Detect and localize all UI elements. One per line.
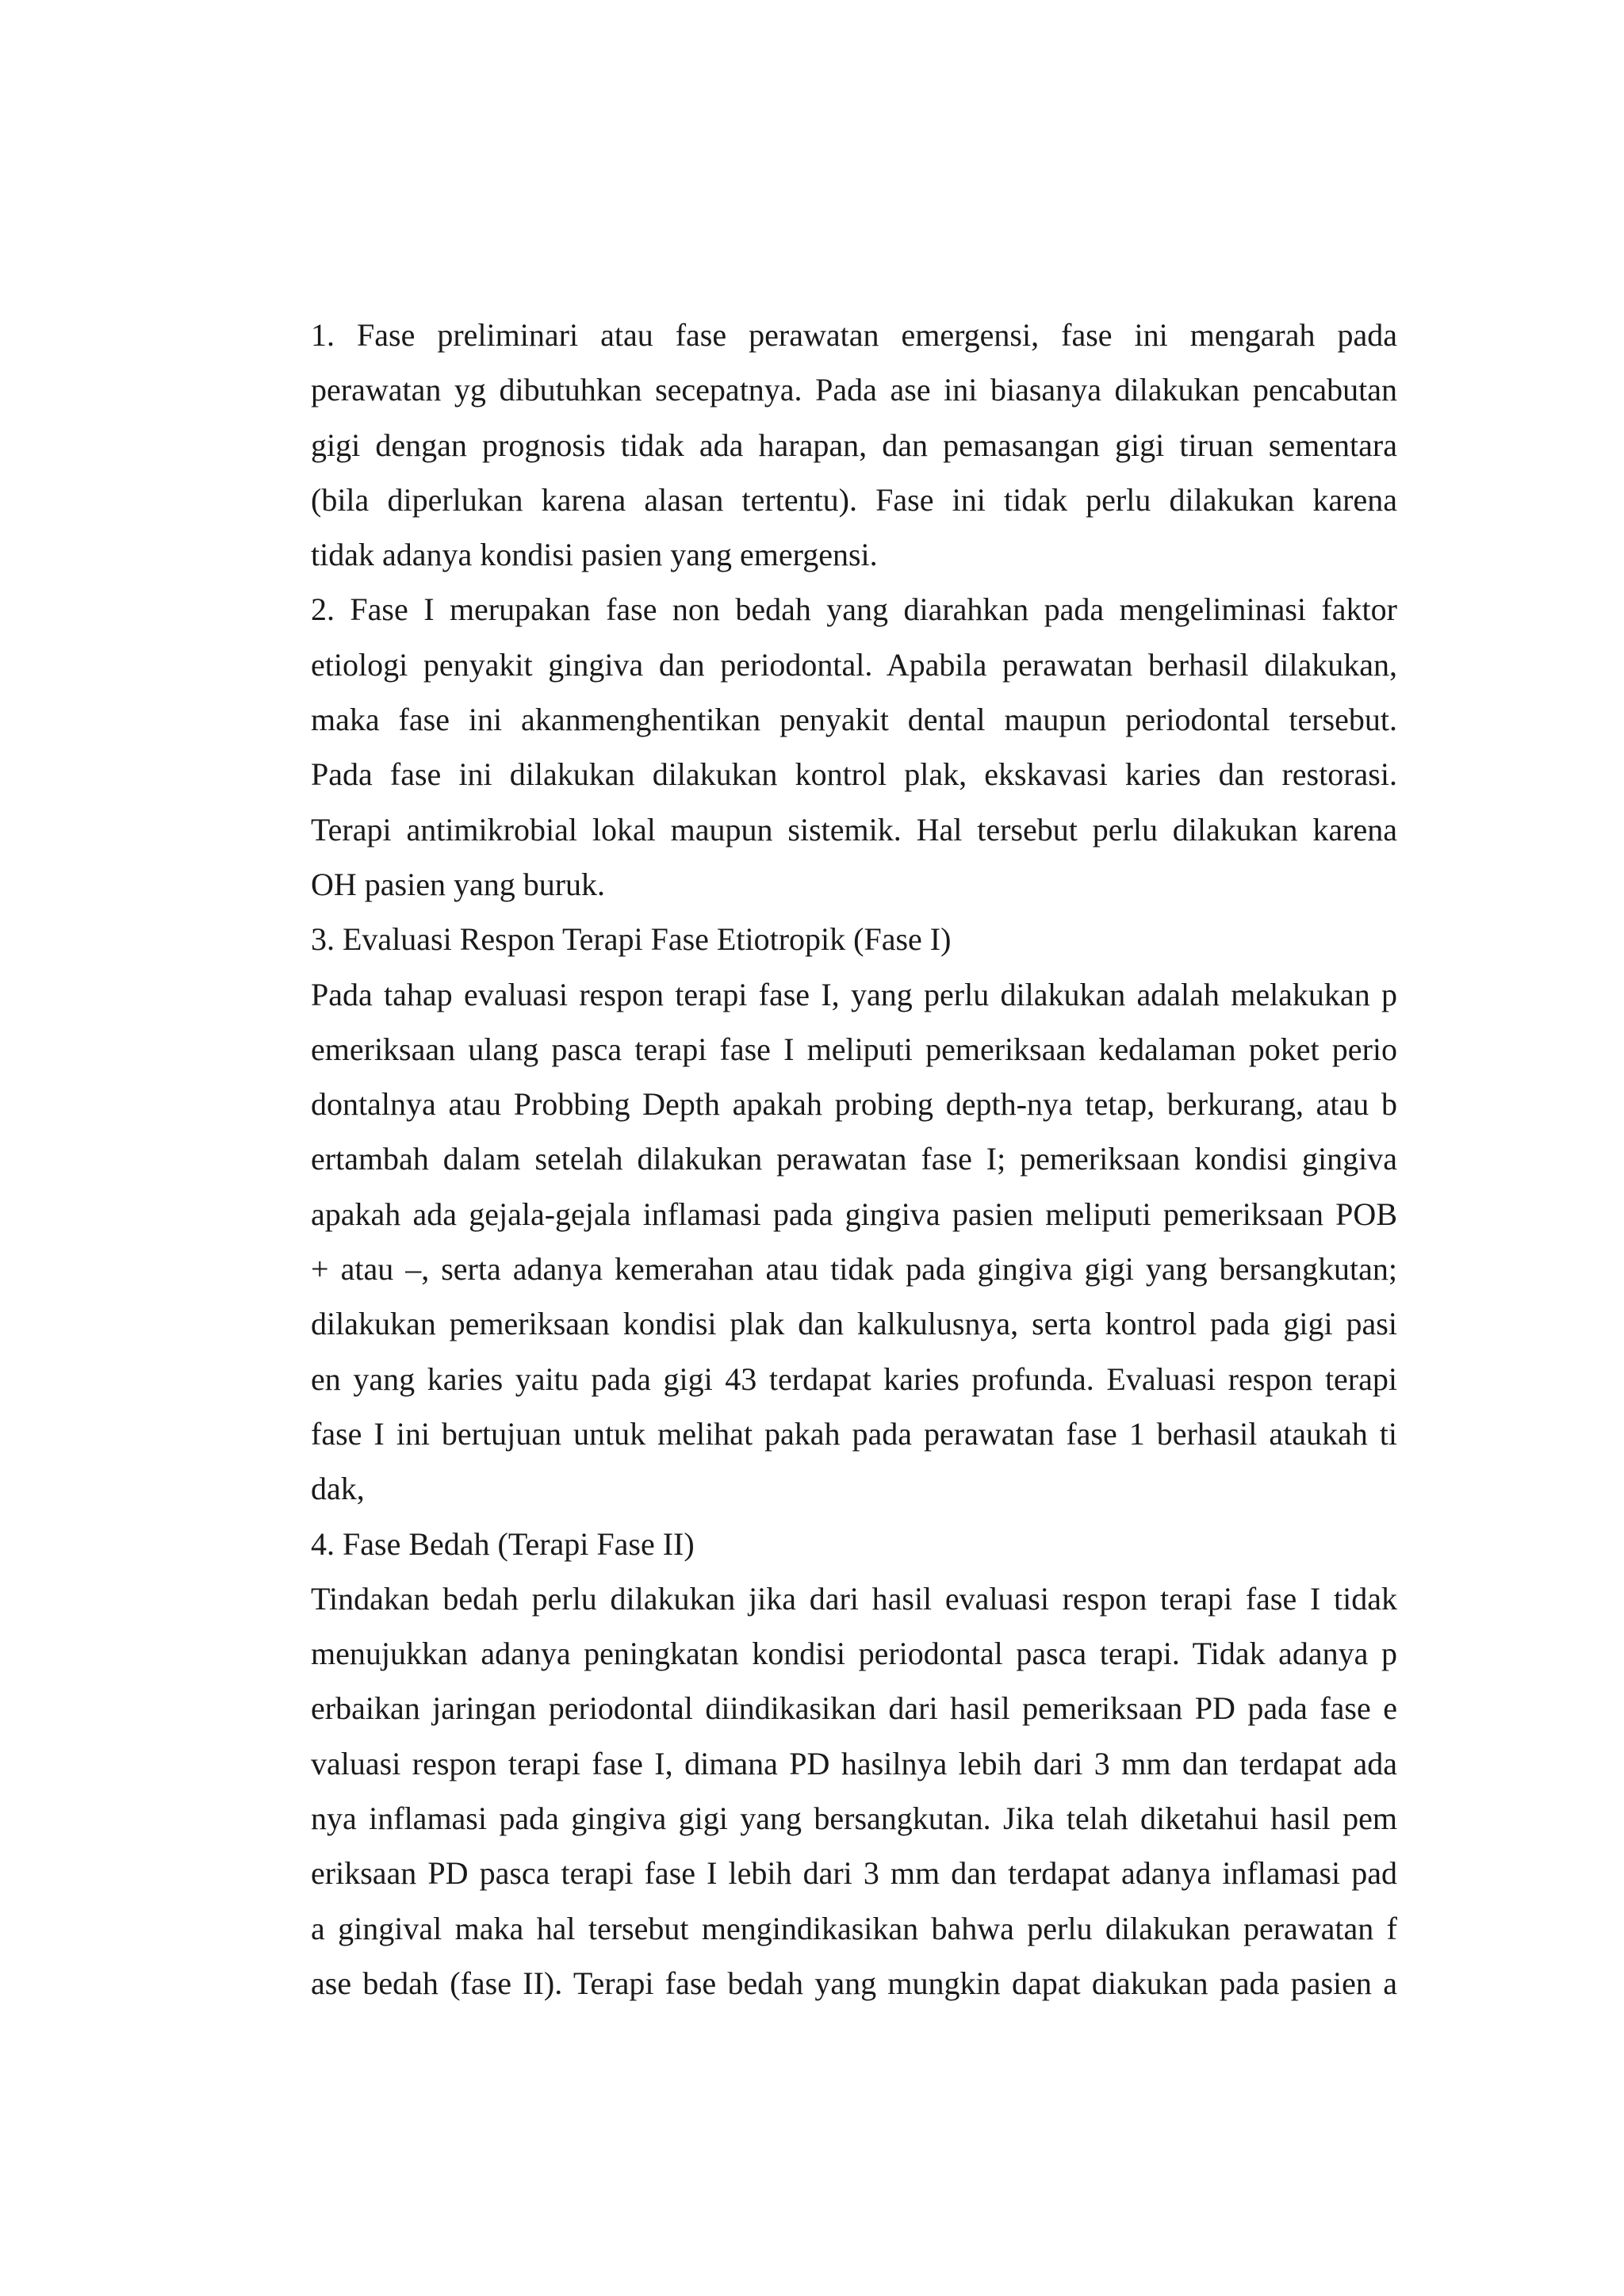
- text-line: ertambah dalam setelah dilakukan perawatan fase I; pemeriksaan kondisi gingiva: [311, 1141, 1397, 1177]
- text-line: 1. Fase preliminari atau fase perawatan emergensi, fase ini mengarah pada: [311, 317, 1397, 353]
- text-line: Tindakan bedah perlu dilakukan jika dari hasil evaluasi respon terapi fase I tidak: [311, 1580, 1397, 1617]
- text-line: apakah ada gejala-gejala inflamasi pada gingiva pasien meliputi pemeriksaan POB: [311, 1196, 1397, 1232]
- text-line: erbaikan jaringan periodontal diindikasikan dari hasil pemeriksaan PD pada fase e: [311, 1690, 1397, 1727]
- text-line: Terapi antimikrobial lokal maupun sistemik. Hal tersebut perlu dilakukan karena: [311, 811, 1397, 848]
- text-line: tidak adanya kondisi pasien yang emergensi.: [311, 537, 878, 573]
- text-line: dontalnya atau Probbing Depth apakah probing depth-nya tetap, berkurang, atau b: [311, 1086, 1397, 1123]
- text-line: dilakukan pemeriksaan kondisi plak dan kalkulusnya, serta kontrol pada gigi pasi: [311, 1306, 1397, 1342]
- text-line: a gingival maka hal tersebut mengindikasikan bahwa perlu dilakukan perawatan f: [311, 1910, 1397, 1946]
- text-line: gigi dengan prognosis tidak ada harapan, dan pemasangan gigi tiruan sementara: [311, 427, 1397, 463]
- text-line: Pada tahap evaluasi respon terapi fase I, yang perlu dilakukan adalah melakukan p: [311, 976, 1397, 1012]
- text-line: 3. Evaluasi Respon Terapi Fase Etiotropik (Fase I): [311, 921, 952, 958]
- text-line: en yang karies yaitu pada gigi 43 terdapat karies profunda. Evaluasi respon terapi: [311, 1360, 1397, 1397]
- text-line: eriksaan PD pasca terapi fase I lebih dari 3 mm dan terdapat adanya inflamasi pad: [311, 1855, 1397, 1892]
- body-text: [311, 308, 1397, 2011]
- text-line: dak,: [311, 1471, 365, 1507]
- text-line: nya inflamasi pada gingiva gigi yang bersangkutan. Jika telah diketahui hasil pem: [311, 1800, 1397, 1837]
- text-line: emeriksaan ulang pasca terapi fase I meliputi pemeriksaan kedalaman poket perio: [311, 1031, 1397, 1067]
- text-line: fase I ini bertujuan untuk melihat pakah pada perawatan fase 1 berhasil ataukah ti: [311, 1415, 1397, 1452]
- text-line: etiologi penyakit gingiva dan periodontal. Apabila perawatan berhasil dilakukan,: [311, 646, 1397, 683]
- text-line: perawatan yg dibutuhkan secepatnya. Pada ase ini biasanya dilakukan pencabutan: [311, 372, 1397, 408]
- text-line: Pada fase ini dilakukan dilakukan kontrol plak, ekskavasi karies dan restorasi.: [311, 756, 1397, 793]
- text-line: + atau –, serta adanya kemerahan atau tidak pada gingiva gigi yang bersangkutan;: [311, 1251, 1397, 1288]
- text-line: OH pasien yang buruk.: [311, 866, 606, 902]
- text-line: 4. Fase Bedah (Terapi Fase II): [311, 1525, 695, 1562]
- text-line: ase bedah (fase II). Terapi fase bedah yang mungkin dapat diakukan pada pasien a: [311, 1965, 1397, 2001]
- text-line: 2. Fase I merupakan fase non bedah yang diarahkan pada mengeliminasi faktor: [311, 591, 1397, 628]
- text-line: valuasi respon terapi fase I, dimana PD hasilnya lebih dari 3 mm dan terdapat ada: [311, 1745, 1397, 1781]
- text-line: (bila diperlukan karena alasan tertentu). Fase ini tidak perlu dilakukan karena: [311, 481, 1397, 518]
- text-line: maka fase ini akanmenghentikan penyakit dental maupun periodontal tersebut.: [311, 702, 1397, 738]
- text-line: menujukkan adanya peningkatan kondisi periodontal pasca terapi. Tidak adanya p: [311, 1636, 1397, 1672]
